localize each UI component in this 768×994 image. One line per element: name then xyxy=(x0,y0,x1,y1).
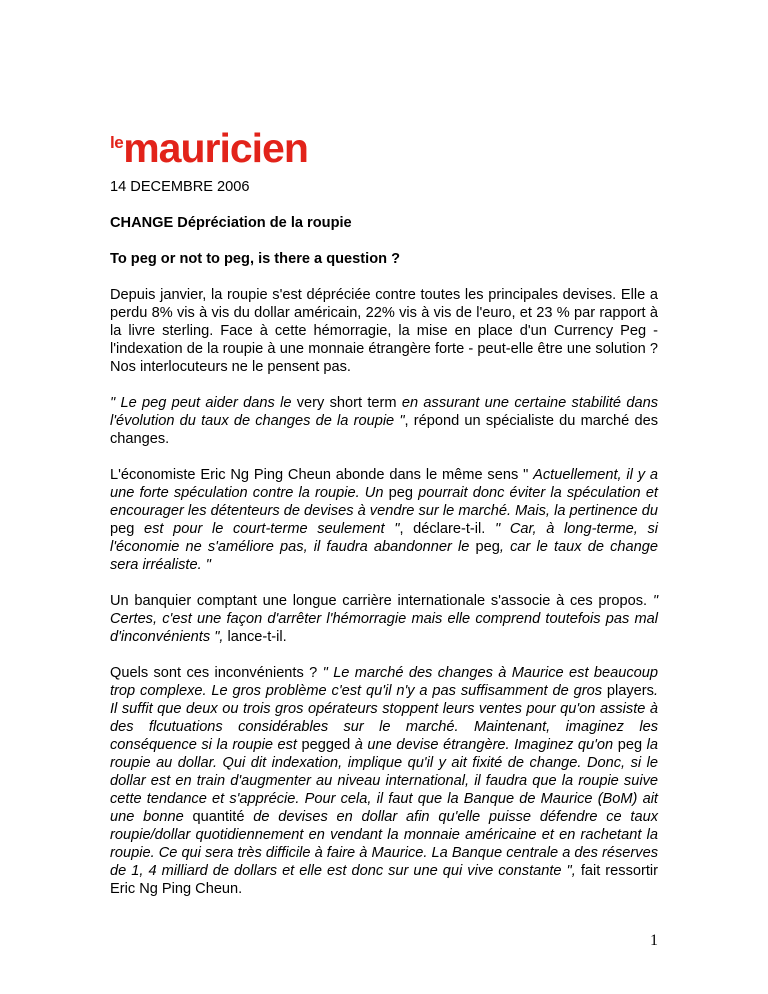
p5-segment: quantité xyxy=(192,809,245,825)
paragraph-4 xyxy=(110,592,658,646)
page-number: 1 xyxy=(650,932,658,949)
p4-segment: Un banquier comptant une longue carrière internationale s'associe à ces propos. xyxy=(110,593,653,609)
p3-segment: peg xyxy=(388,485,413,501)
p2-segment: , répond un spécialiste du marché des changes. xyxy=(110,413,658,447)
p5-segment: . Il suffit que deux ou trois gros opérateurs stoppent leurs ventes pour qu'on assiste à des flcutuations considérables sur le marché. Maintenant, imaginez les conséquence si la roupie est xyxy=(110,683,658,753)
article-date: 14 DECEMBRE 2006 xyxy=(110,179,250,195)
p3-segment: Actuellement, il y a une forte spéculation contre la roupie. Un xyxy=(110,467,659,501)
paragraph-1: Depuis janvier, la roupie s'est dépréciée contre toutes les principales devises. Elle a perdu 8% vis à vis du dollar américain, 22% vis à vis de l'euro, et 23 % par rapport à la livre sterling. Face à cette hémorragie, la mise en place d'un Currency Peg - l'indexation de la roupie à une monnaie étrangère forte - peut-elle être une solution ? Nos interlocuteurs ne le pensent pas. xyxy=(110,287,658,375)
p5-segment: pegged xyxy=(301,737,351,753)
paragraph-2 xyxy=(110,394,658,448)
article xyxy=(110,178,658,916)
newspaper-logo xyxy=(110,125,308,171)
p3-segment: peg xyxy=(475,539,500,555)
p5-segment: players xyxy=(606,683,654,699)
p5-segment: peg xyxy=(617,737,643,753)
p5-segment: Quels sont ces inconvénients ? xyxy=(110,665,323,681)
p5-segment: de devises en dollar afin qu'elle puisse défendre ce taux roupie/dollar quotidiennement en vendant la monnaie américaine et en rachetant la roupie. Ce qui sera très difficile à faire à Maurice. La Banque centrale a des réserves de 1, 4 milliard de dollars et elle est donc sur une qui vive constante ", xyxy=(110,809,659,879)
p5-segment: la roupie au dollar. Qui dit indexation, implique qu'il y ait fixité de change. Donc, si le dollar est en train d'augmenter au niveau international, il faudra que la roupie suive cette tendance et s'apprécie. Pour cela, il faut que la Banque de Maurice (BoM) ait une bonne xyxy=(110,737,659,825)
p4-segment: " Certes, c'est une façon d'arrêter l'hémorragie mais elle comprend toutefois pas mal d'inconvénients ", xyxy=(110,593,658,645)
p5-segment: " Le marché des changes à Maurice est beaucoup trop complexe. Le gros problème c'est qu'il n'y a pas suffisamment de gros xyxy=(110,665,658,699)
p3-segment: peg xyxy=(110,521,135,537)
p2-segment: " Le peg peut aider dans le xyxy=(110,395,297,411)
article-rubric: CHANGE Dépréciation de la roupie xyxy=(110,215,352,231)
paragraph-3 xyxy=(110,466,658,574)
p4-segment: lance-t-il. xyxy=(223,629,287,645)
p3-segment: pourrait donc éviter la spéculation et encourager les détenteurs de devises à vendre sur le marché. Mais, la pertinence du xyxy=(110,485,658,519)
p3-segment: , déclare-t-il. xyxy=(399,521,495,537)
p5-segment: fait ressortir Eric Ng Ping Cheun. xyxy=(110,863,659,897)
p3-segment: L'économiste Eric Ng Ping Cheun abonde dans le même sens " xyxy=(110,467,534,483)
p3-segment: , car le taux de change sera irréaliste. " xyxy=(110,539,658,573)
p3-segment: est pour le court-terme seulement " xyxy=(134,521,400,537)
paragraph-5 xyxy=(110,664,658,898)
p3-segment: " Car, à long-terme, si l'économie ne s'améliore pas, il faudra abandonner le xyxy=(110,521,659,555)
p2-segment: very short term xyxy=(296,395,397,411)
logo-name: mauricien xyxy=(123,125,308,171)
article-headline: To peg or not to peg, is there a question ? xyxy=(110,251,400,267)
p5-segment: à une devise étrangère. Imaginez qu'on xyxy=(350,737,618,753)
logo-prefix: le xyxy=(110,133,124,152)
p2-segment: en assurant une certaine stabilité dans l'évolution du taux de changes de la roupie " xyxy=(110,395,658,429)
